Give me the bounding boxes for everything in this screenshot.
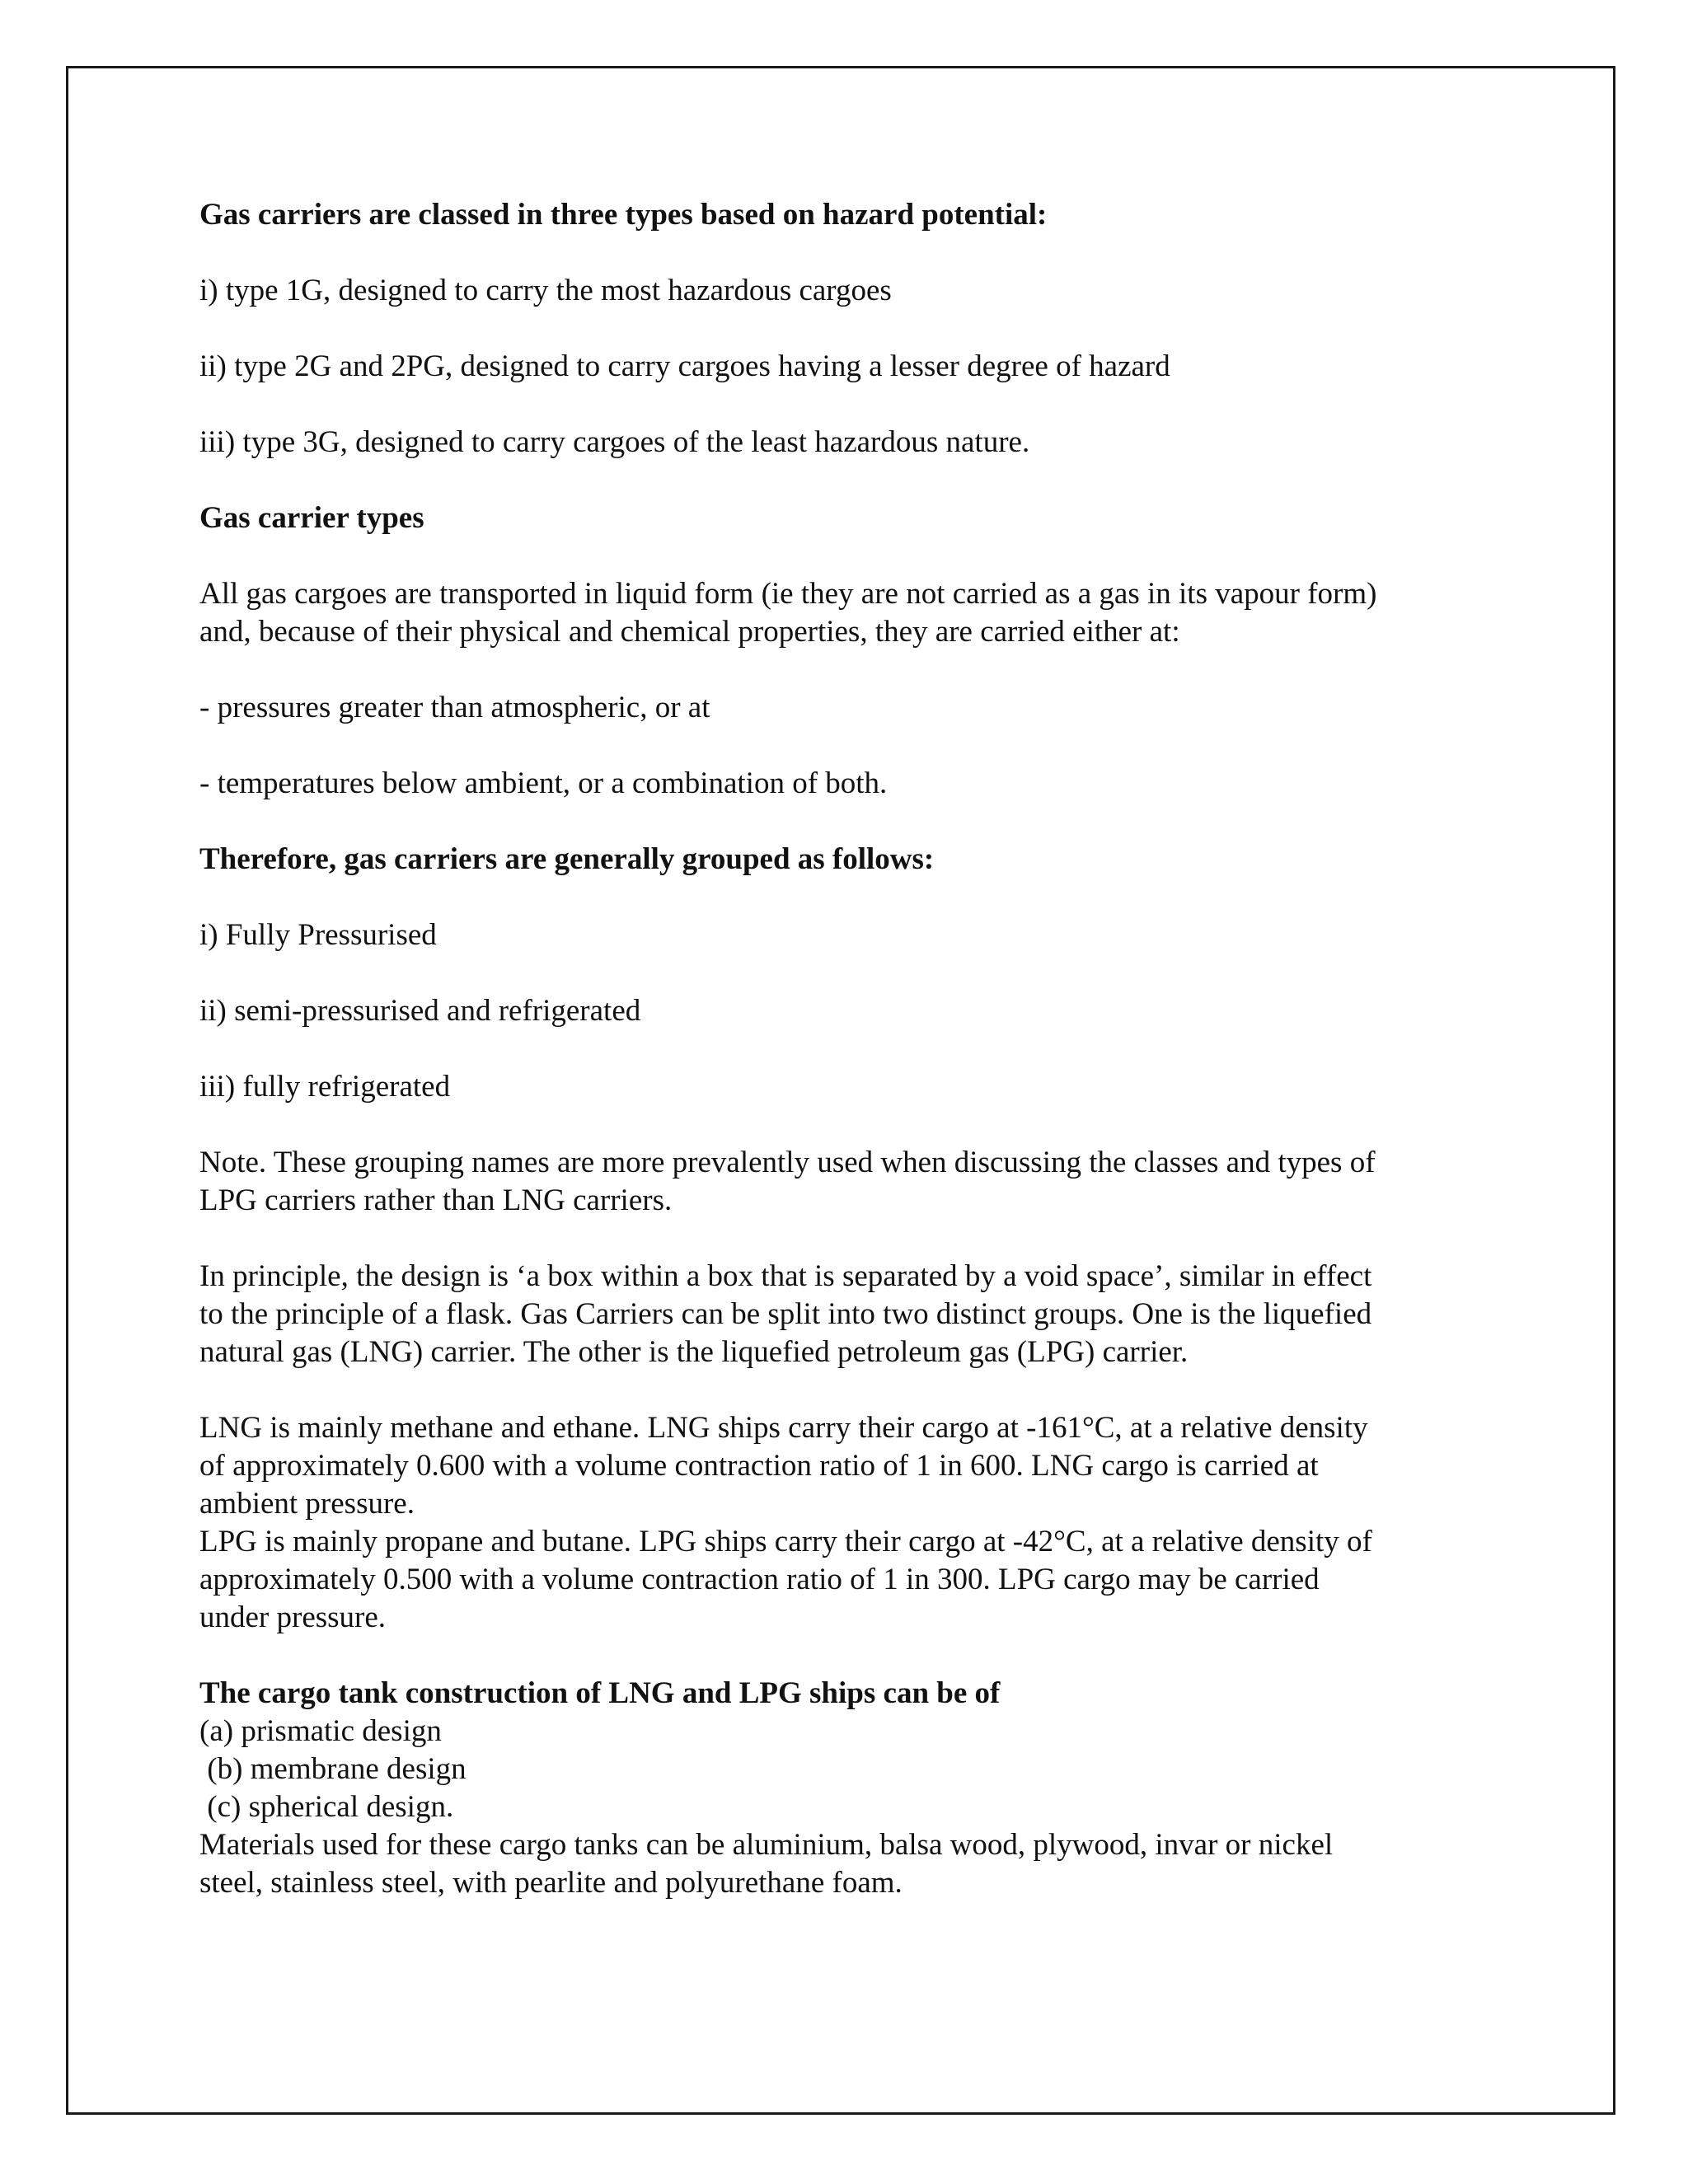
lpg-line-2: approximately 0.500 with a volume contraction ratio of 1 in 300. LPG cargo may be carried: [199, 1563, 1320, 1596]
lng-line-2: of approximately 0.600 with a volume contraction ratio of 1 in 600. LNG cargo is carried at: [199, 1449, 1319, 1483]
note-line-2: LPG carriers rather than LNG carriers.: [199, 1183, 673, 1217]
list-item-prismatic: (a) prismatic design: [199, 1714, 442, 1748]
document-body: [199, 196, 1485, 1902]
lng-line-1: LNG is mainly methane and ethane. LNG ships carry their cargo at -161°C, at a relative density: [199, 1411, 1368, 1445]
materials-line-1: Materials used for these cargo tanks can be aluminium, balsa wood, plywood, invar or nickel: [199, 1828, 1334, 1862]
list-item-class-3g: iii) type 3G, designed to carry cargoes of the least hazardous nature.: [199, 425, 1030, 459]
list-item-pressure: - pressures greater than atmospheric, or at: [199, 691, 710, 724]
paragraph-liquid-form-line-2: and, because of their physical and chemical properties, they are carried either at:: [199, 615, 1180, 649]
list-item-spherical: (c) spherical design.: [199, 1790, 454, 1824]
lpg-line-1: LPG is mainly propane and butane. LPG ships carry their cargo at -42°C, at a relative density of: [199, 1525, 1372, 1558]
heading-hazard-classes: Gas carriers are classed in three types based on hazard potential:: [199, 198, 1048, 232]
list-item-membrane: (b) membrane design: [199, 1752, 467, 1786]
note-line-1: Note. These grouping names are more prevalently used when discussing the classes and types of: [199, 1146, 1376, 1179]
lpg-line-3: under pressure.: [199, 1601, 387, 1634]
list-item-fully-refrigerated: iii) fully refrigerated: [199, 1070, 451, 1104]
principle-line-1: In principle, the design is ‘a box within a box that is separated by a void space’, similar in effect: [199, 1259, 1372, 1293]
list-item-semi-pressurised: ii) semi-pressurised and refrigerated: [199, 994, 641, 1028]
principle-line-2: to the principle of a flask. Gas Carriers can be split into two distinct groups. One is the liquefied: [199, 1297, 1372, 1331]
heading-gas-carrier-types: Gas carrier types: [199, 501, 424, 535]
lng-line-3: ambient pressure.: [199, 1487, 415, 1521]
list-item-fully-pressurised: i) Fully Pressurised: [199, 918, 437, 952]
heading-tank-construction: The cargo tank construction of LNG and LPG ships can be of: [199, 1676, 1001, 1710]
heading-grouped-as-follows: Therefore, gas carriers are generally grouped as follows:: [199, 842, 935, 876]
paragraph-liquid-form-line-1: All gas cargoes are transported in liquid form (ie they are not carried as a gas in its vapour form): [199, 577, 1377, 611]
list-item-class-2g: ii) type 2G and 2PG, designed to carry cargoes having a lesser degree of hazard: [199, 349, 1170, 383]
list-item-class-1g: i) type 1G, designed to carry the most hazardous cargoes: [199, 274, 892, 307]
materials-line-2: steel, stainless steel, with pearlite and polyurethane foam.: [199, 1866, 903, 1900]
principle-line-3: natural gas (LNG) carrier. The other is the liquefied petroleum gas (LPG) carrier.: [199, 1335, 1189, 1369]
list-item-temperature: - temperatures below ambient, or a combination of both.: [199, 766, 888, 800]
